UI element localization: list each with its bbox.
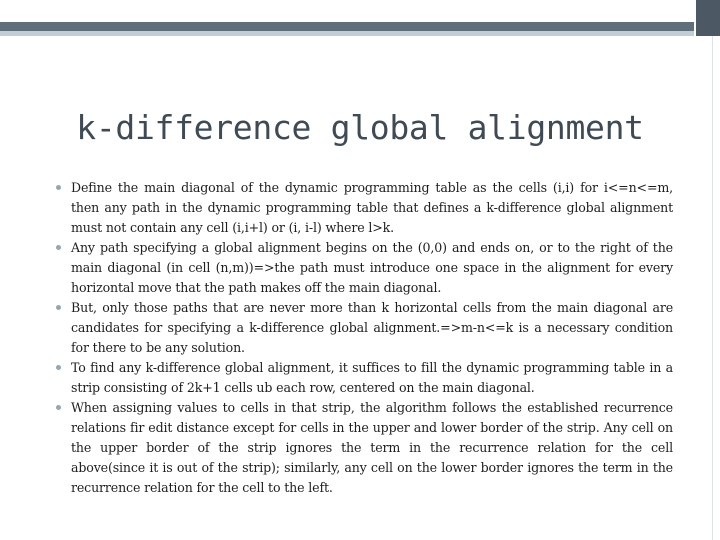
bullet-item	[52, 178, 673, 238]
bullet-item	[52, 398, 673, 498]
bullet-item	[52, 358, 673, 398]
bullet-text: Any path specifying a global alignment begins on the (0,0) and ends on, or to the right of the main diagonal (in cell (n,m))=>the path must introduce one space in the alignment for every horizontal move that the path makes off the main diagonal.	[71, 240, 673, 295]
bullet-dot-icon	[56, 245, 61, 250]
bullet-text: To find any k-difference global alignment, it suffices to fill the dynamic programming table in a strip consisting of 2k+1 cells ub each row, centered on the main diagonal.	[71, 360, 673, 395]
bullet-item	[52, 298, 673, 358]
corner-accent-box	[694, 0, 720, 36]
slide-title: k-difference global alignment	[76, 108, 644, 147]
bullet-dot-icon	[56, 305, 61, 310]
slide-top-margin	[0, 0, 720, 22]
header-band-light	[0, 31, 720, 36]
bullet-list	[52, 178, 673, 498]
bullet-text: But, only those paths that are never more than k horizontal cells from the main diagonal are candidates for specifying a k-difference global alignment.=>m-n<=k is a necessary condition for there to be any solution.	[71, 300, 673, 355]
bullet-item	[52, 238, 673, 298]
header-band-dark	[0, 22, 720, 31]
bullet-text: When assigning values to cells in that strip, the algorithm follows the established recurrence relations fir edit distance except for cells in the upper and lower border of the strip. Any cell on the upper border of the strip ignores the term in the recurrence relation for the cell above(since it is out of the strip); similarly, any cell on the lower border ignores the term in the recurrence relation for the cell to the left.	[71, 400, 673, 495]
bullet-dot-icon	[56, 365, 61, 370]
bullet-text: Define the main diagonal of the dynamic programming table as the cells (i,i) for i<=n<=m, then any path in the dynamic programming table that defines a k-difference global alignment must not contain any cell (i,i+l) or (i, i-l) where l>k.	[71, 180, 673, 235]
bullet-dot-icon	[56, 405, 61, 410]
bullet-dot-icon	[56, 185, 61, 190]
